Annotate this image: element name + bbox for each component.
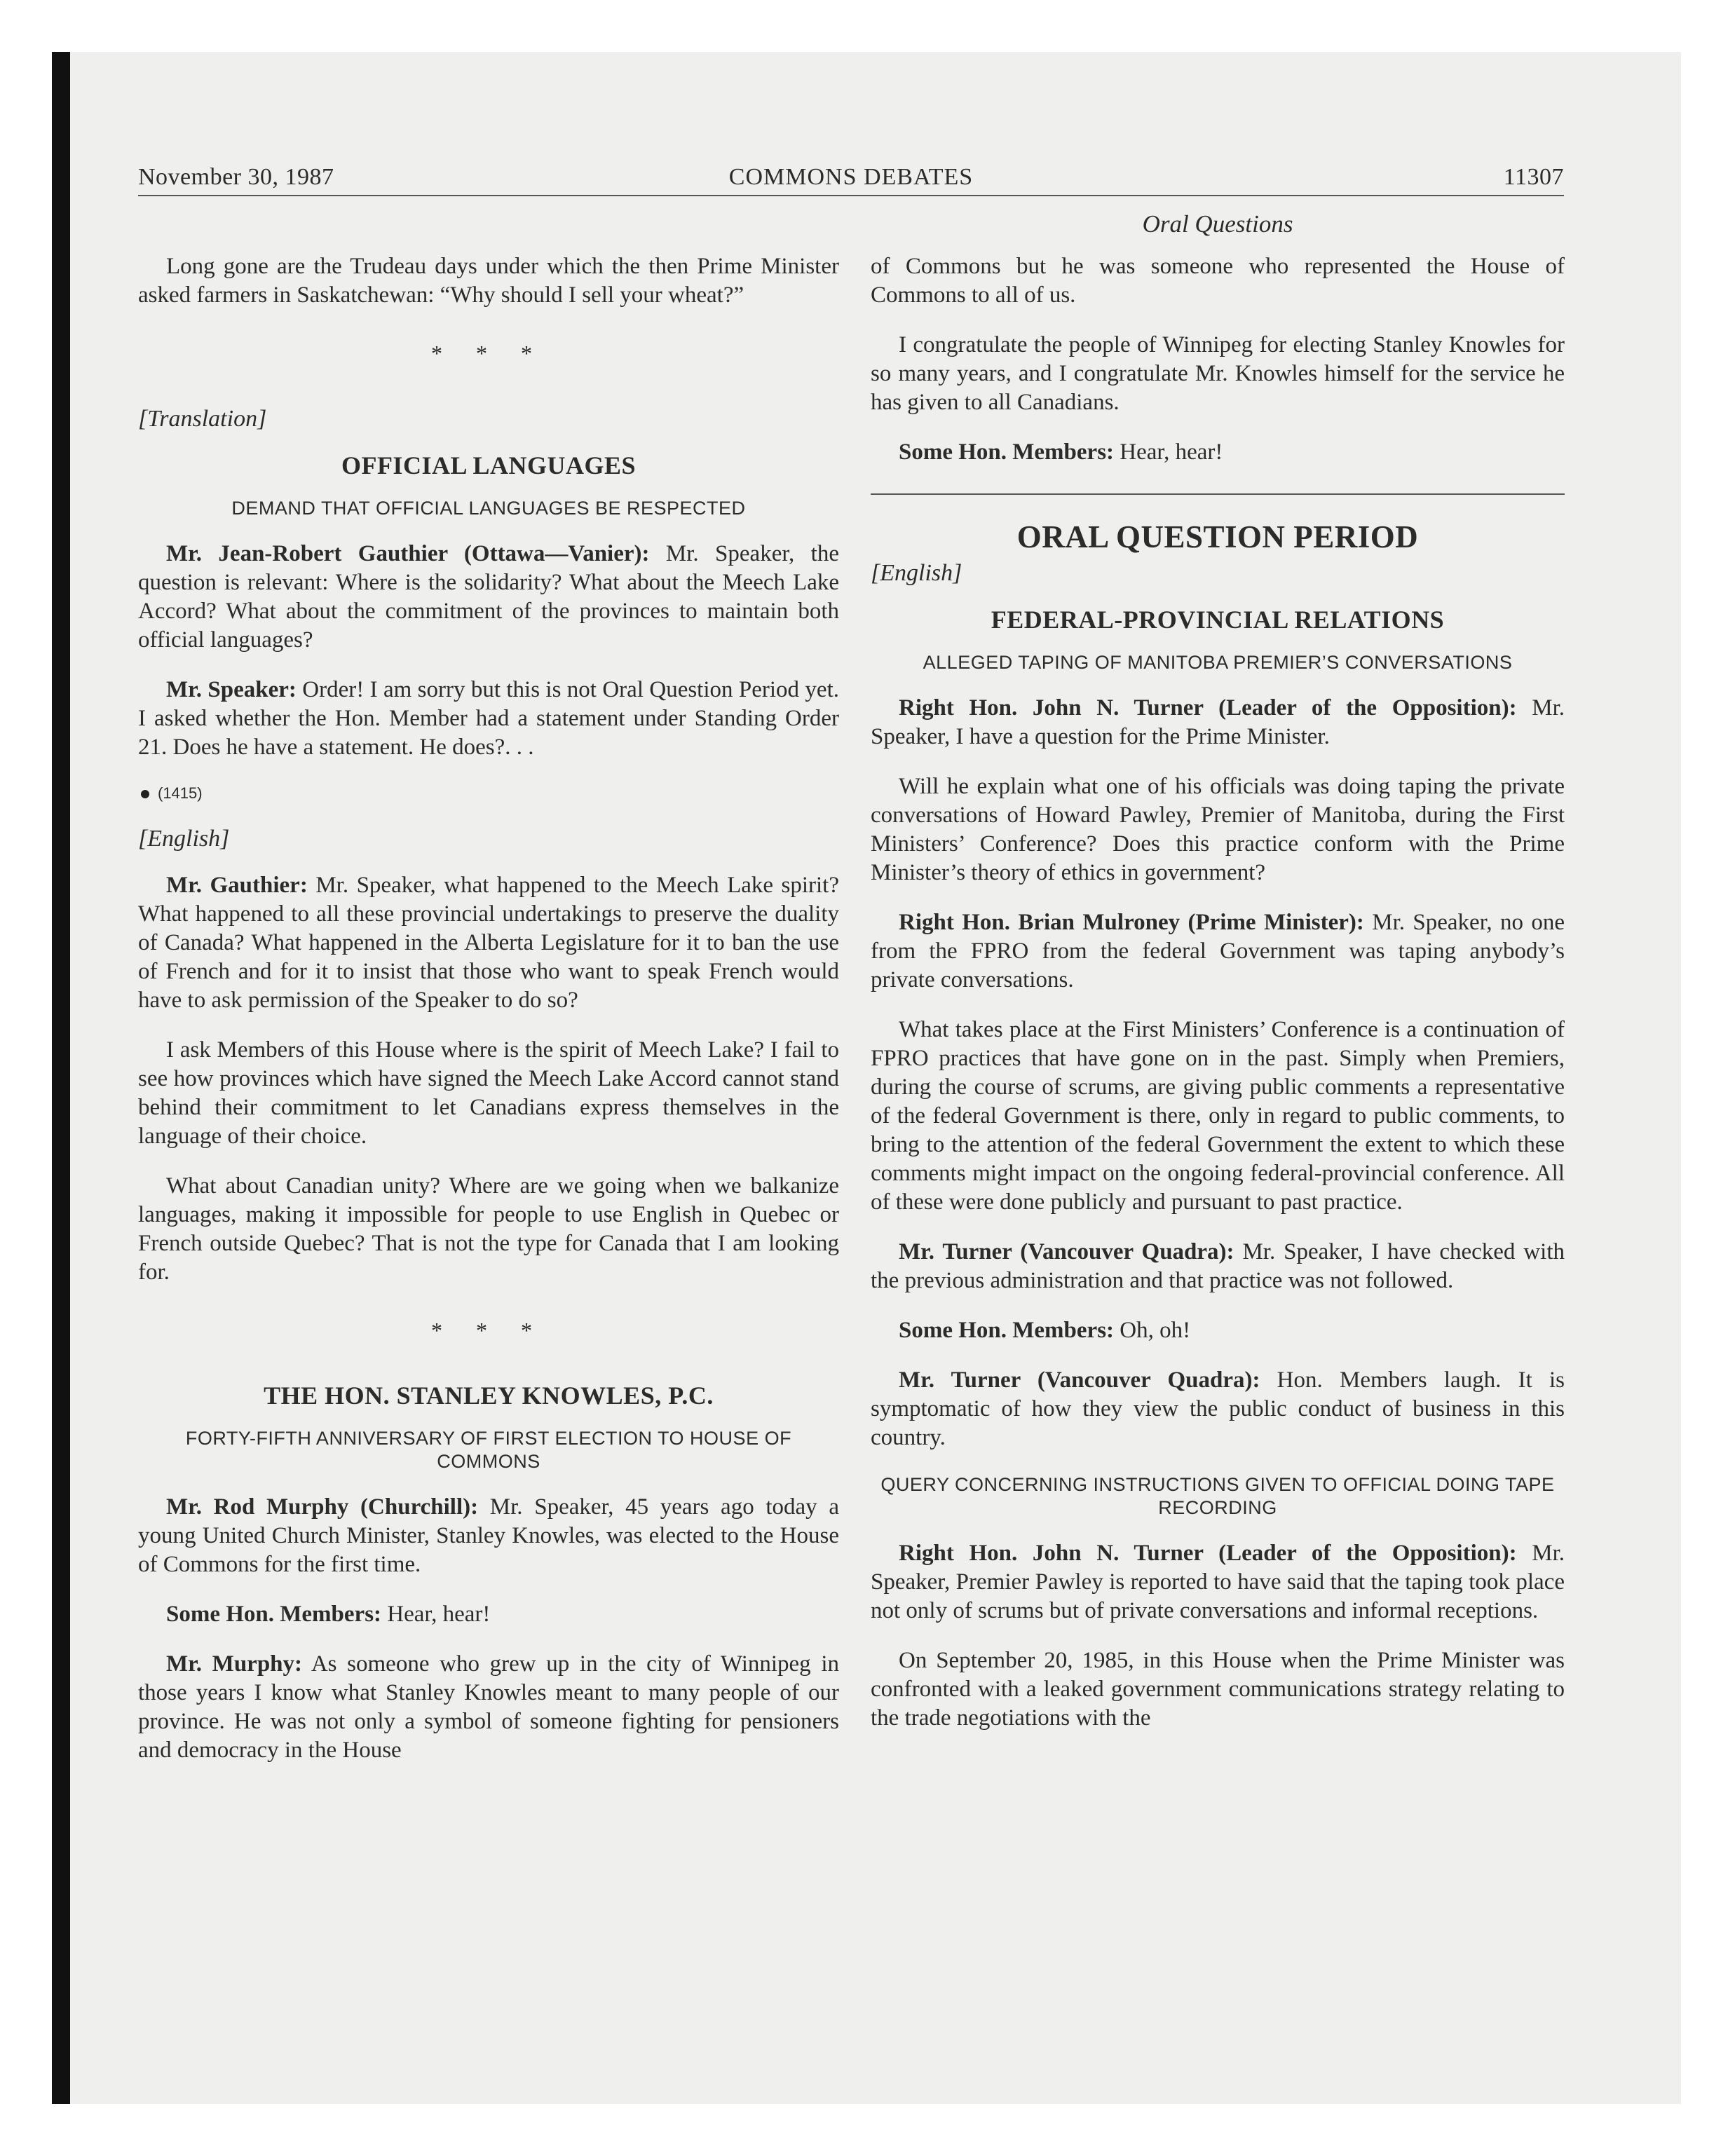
speaker: Some Hon. Members: [899,1318,1115,1343]
speech [138,1600,839,1629]
speech [138,540,839,655]
divider [871,493,1565,495]
speech-text: Mr. Speaker, what happened to the Meech Lake spirit? What happened to all these provincial undertakings to preserve the duality of Canada? What happened in the Alberta Legislature for it to ban the use of French and for it to insist that those who want to speak French would have to ask permission of the Speaker to do so? [138,873,839,1013]
speech-text: Order! I am sorry but this is not Oral Question Period yet. I asked whether the Hon. Member had a statement under Standing Order 21. Does he have a statement. He does?. . . [138,677,839,760]
speaker: Right Hon. Brian Mulroney (Prime Minister): [899,910,1364,935]
speech [871,1539,1565,1625]
paragraph: Long gone are the Trudeau days under which the then Prime Minister asked farmers in Saskatchewan: “Why should I sell your wheat?” [138,254,839,308]
language-marker: [English] [138,826,230,852]
paragraph: I congratulate the people of Winnipeg for electing Stanley Knowles for so many years, and I congratulate Mr. Knowles himself for the service he has given to all Canadians. [871,332,1565,415]
timestamp-text: (1415) [158,784,203,802]
speech-text: Mr. Speaker, 45 years ago today a young United Church Minister, Stanley Knowles, was elected to the House of Commons for the first time. [138,1494,839,1577]
section-separator: * * * [431,341,546,366]
speech-text: Hear, hear! [1114,439,1223,465]
speech [138,1493,839,1579]
speaker: Some Hon. Members: [899,439,1115,465]
section-subheading: FORTY-FIFTH ANNIVERSARY OF FIRST ELECTION TO HOUSE OF COMMONS [185,1428,792,1472]
speech-text: Hear, hear! [381,1602,491,1627]
speech [871,1238,1565,1295]
speaker: Mr. Turner (Vancouver Quadra): [899,1239,1234,1264]
speech [871,438,1565,467]
header-title: COMMONS DEBATES [728,164,974,190]
section-separator: * * * [431,1318,546,1343]
speech-text: Hon. Members laugh. It is symptomatic of how they view the public conduct of business in this country. [871,1367,1565,1450]
section-subheading: DEMAND THAT OFFICIAL LANGUAGES BE RESPECTED [231,498,746,519]
speech [871,1316,1565,1345]
speaker: Mr. Speaker: [166,677,297,702]
speaker: Mr. Turner (Vancouver Quadra): [899,1367,1260,1393]
speech [871,1366,1565,1452]
paragraph: What takes place at the First Ministers’ Conference is a continuation of FPRO practices that have gone on in the past. Simply when Premiers, during the course of scrums, are giving public comments a representative of the federal Government is there, only in regard to public comments, to bring to the attention of the federal Government the extent to which these comments might impact on the ongoing federal-provincial conference. All of these were done publicly and pursuant to past practice. [871,1017,1565,1215]
speech [138,676,839,762]
paragraph: Will he explain what one of his officials was doing taping the private conversations of Howard Pawley, Premier of Manitoba, during the First Ministers’ Conference? Does this practice conform with the Prime Minister’s theory of ethics in government? [871,774,1565,885]
speaker: Mr. Murphy: [166,1651,303,1677]
left-column [138,252,839,1786]
paragraph: What about Canadian unity? Where are we going when we balkanize languages, making it impossible for people to use English in Quebec or French outside Quebec? That is not the type for Canada that I am looking for. [138,1173,839,1285]
section-label: Oral Questions [1142,210,1293,238]
language-marker: [Translation] [138,406,267,432]
language-marker: [English] [871,560,962,586]
speaker: Mr. Jean-Robert Gauthier (Ottawa—Vanier): [166,541,650,566]
speech-text: Mr. Speaker, Premier Pawley is reported to have said that the taping took place not only of scrums but of private conversations and informal receptions. [871,1541,1565,1623]
speech-text: Oh, oh! [1114,1318,1191,1343]
header-page-number: 11307 [1503,164,1564,190]
page-header [138,158,1564,196]
bullet-icon [141,790,149,798]
section-heading: THE HON. STANLEY KNOWLES, P.C. [264,1381,714,1410]
speech [871,908,1565,995]
paragraph: of Commons but he was someone who represented the House of Commons to all of us. [871,254,1565,308]
speech [138,1650,839,1765]
speaker: Mr. Rod Murphy (Churchill): [166,1494,479,1520]
speech-text: Mr. Speaker, I have a question for the Prime Minister. [871,695,1565,749]
speech-text: Mr. Speaker, the question is relevant: Where is the solidarity? What about the Meech Lake Accord? What about the commitment of the provinces to maintain both official languages? [138,541,839,653]
timestamp [141,779,839,807]
section-heading: OFFICIAL LANGUAGES [341,451,637,479]
speaker: Some Hon. Members: [166,1602,382,1627]
speaker: Mr. Gauthier: [166,873,308,898]
speech-text: Mr. Speaker, I have checked with the previous administration and that practice was not followed. [871,1239,1565,1293]
section-subheading: QUERY CONCERNING INSTRUCTIONS GIVEN TO OFFICIAL DOING TAPE RECORDING [880,1474,1555,1518]
paragraph: On September 20, 1985, in this House when the Prime Minister was confronted with a leaked government communications strategy relating to the trade negotiations with the [871,1648,1565,1731]
main-heading: ORAL QUESTION PERIOD [1016,519,1419,554]
speech [138,871,839,1015]
speech-text: Mr. Speaker, no one from the FPRO from the federal Government was taping anybody’s private conversations. [871,910,1565,992]
speech [871,694,1565,751]
section-subheading: ALLEGED TAPING OF MANITOBA PREMIER’S CONVERSATIONS [923,652,1513,673]
speech-text: As someone who grew up in the city of Winnipeg in those years I know what Stanley Knowles meant to many people of our province. He was not only a symbol of someone fighting for pensioners and democracy in the House [138,1651,840,1763]
scan-edge [52,52,70,2104]
right-column [871,252,1565,1754]
header-date: November 30, 1987 [138,164,334,190]
speaker: Right Hon. John N. Turner (Leader of the Opposition): [899,695,1517,721]
speaker: Right Hon. John N. Turner (Leader of the Opposition): [899,1541,1517,1566]
paragraph: I ask Members of this House where is the spirit of Meech Lake? I fail to see how provinces which have signed the Meech Lake Accord cannot stand behind their commitment to let Canadians express themselves in the language of their choice. [138,1037,839,1149]
section-heading: FEDERAL-PROVINCIAL RELATIONS [991,606,1445,634]
